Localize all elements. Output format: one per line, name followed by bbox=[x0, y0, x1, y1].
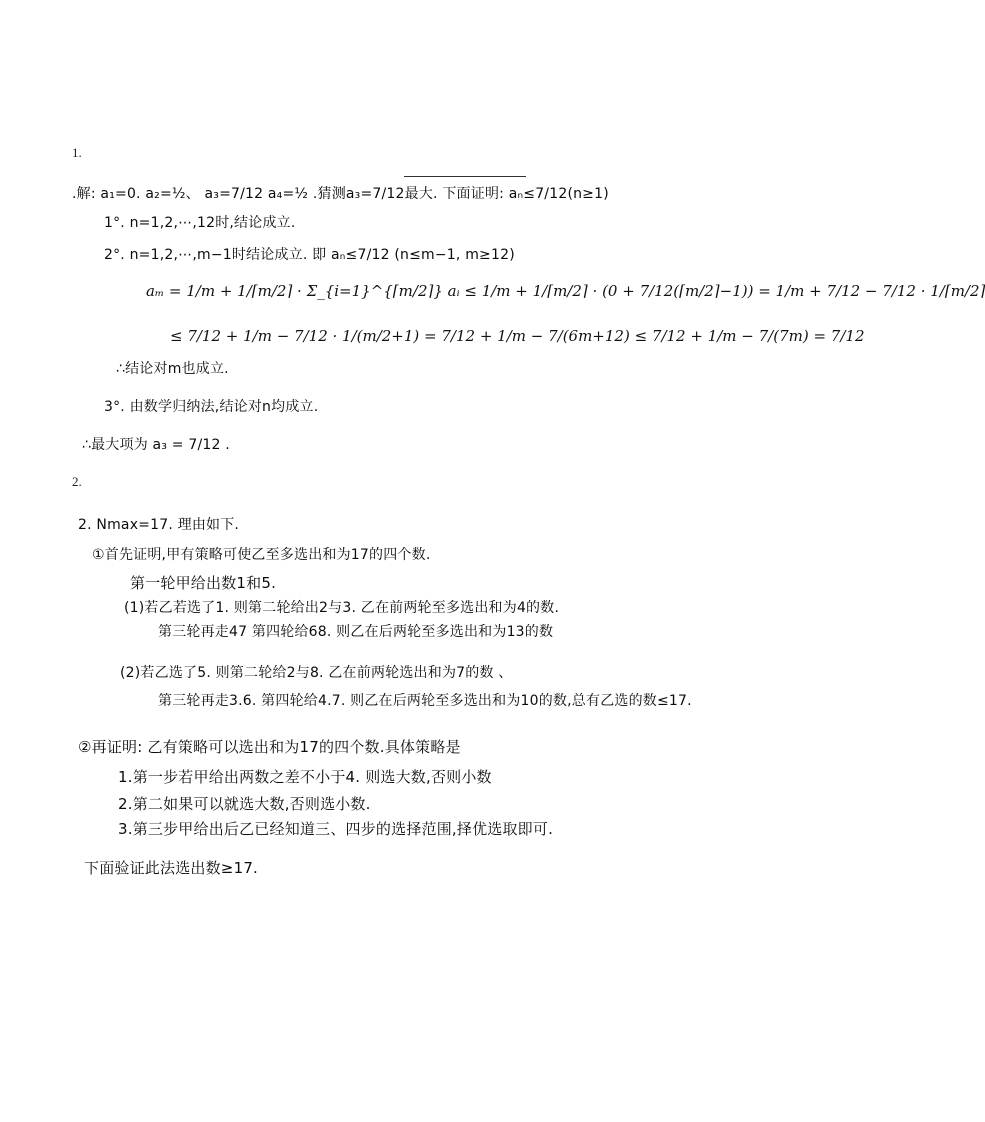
problem-2-line-8: ②再证明: 乙有策略可以选出和为17的四个数.具体策略是 bbox=[78, 738, 461, 756]
problem-1-line-3: 2°. n=1,2,⋯,m−1时结论成立. 即 aₙ≤7/12 (n≤m−1, m≥12) bbox=[104, 247, 515, 263]
problem-2-number: 2. bbox=[72, 474, 82, 489]
problem-2-line-11: 3.第三步甲给出后乙已经知道三、四步的选择范围,择优选取即可. bbox=[118, 820, 554, 838]
problem-1-line-1: .解: a₁=0. a₂=½、 a₃=7/12 a₄=½ .猜测a₃=7/12最大. 下面证明: aₙ≤7/12(n≥1) bbox=[72, 186, 609, 202]
problem-1-line-8: ∴最大项为 a₃ = 7/12 . bbox=[82, 437, 230, 453]
problem-2-line-9: 1.第一步若甲给出两数之差不小于4. 则选大数,否则小数 bbox=[118, 768, 492, 786]
problem-1-line-6: ∴结论对m也成立. bbox=[116, 361, 229, 377]
problem-1-line-2: 1°. n=1,2,⋯,12时,结论成立. bbox=[104, 215, 296, 231]
problem-2-line-12: 下面验证此法选出数≥17. bbox=[84, 859, 259, 877]
underline-rule bbox=[404, 176, 526, 177]
problem-2-line-2: ①首先证明,甲有策略可使乙至多选出和为17的四个数. bbox=[92, 547, 431, 563]
problem-2-line-4: (1)若乙若选了1. 则第二轮给出2与3. 乙在前两轮至多选出和为4的数. bbox=[124, 600, 560, 616]
problem-2-line-10: 2.第二如果可以就选大数,否则选小数. bbox=[118, 795, 371, 813]
problem-2-line-1: 2. Nmax=17. 理由如下. bbox=[78, 517, 240, 533]
problem-2-line-6: (2)若乙选了5. 则第二轮给2与8. 乙在前两轮选出和为7的数 、 bbox=[120, 665, 513, 681]
problem-2-line-3: 第一轮甲给出数1和5. bbox=[130, 574, 277, 592]
problem-1-line-7: 3°. 由数学归纳法,结论对n均成立. bbox=[104, 399, 319, 415]
problem-2-line-7: 第三轮再走3.6. 第四轮给4.7. 则乙在后两轮至多选出和为10的数,总有乙选的数≤17. bbox=[158, 693, 692, 709]
problem-1-number: 1. bbox=[72, 145, 82, 160]
problem-2-line-5: 第三轮再走47 第四轮给68. 则乙在后两轮至多选出和为13的数 bbox=[158, 624, 554, 640]
problem-1-formula-2: ≤ 7/12 + 1/m − 7/12 · 1/(m/2+1) = 7/12 + 1/m − 7/(6m+12) ≤ 7/12 + 1/m − 7/(7m) = 7/12 bbox=[170, 327, 865, 345]
problem-1-formula-1: aₘ = 1/m + 1/⌈m/2⌉ · Σ_{i=1}^{⌈m/2⌉} aᵢ ≤ 1/m + 1/⌈m/2⌉ · (0 + 7/12(⌈m/2⌉−1)) = 1/m + 7/12 − 7/12 · 1/⌈m/2⌉ bbox=[146, 282, 985, 300]
